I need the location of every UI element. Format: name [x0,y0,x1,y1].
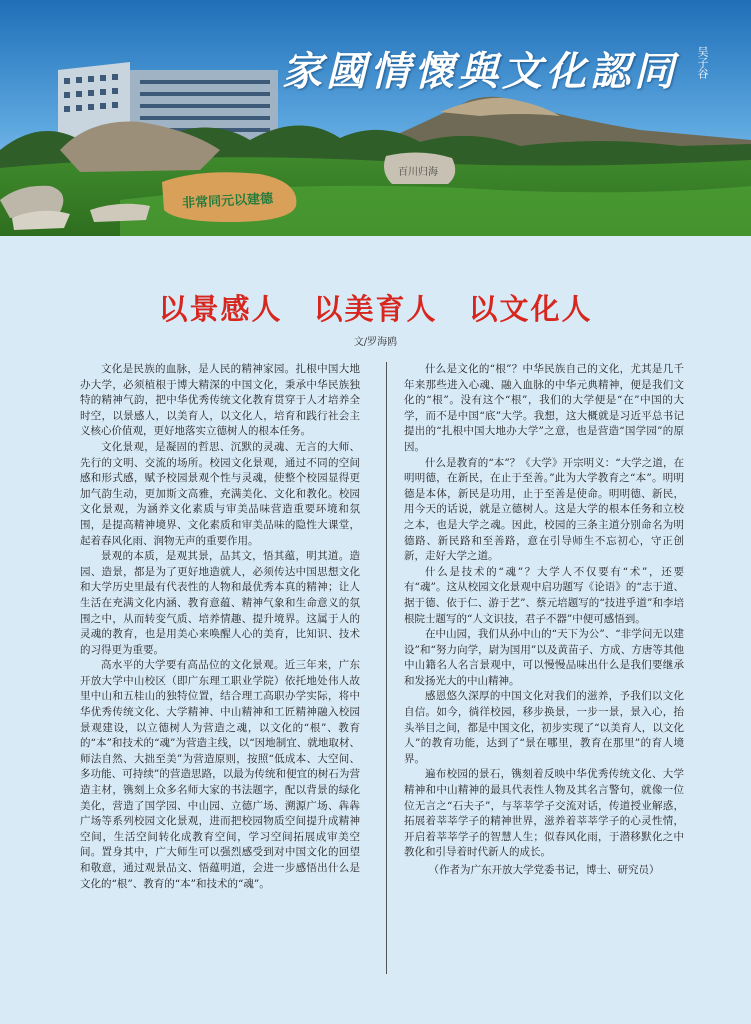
banner-calligraphy: 家國情懷與文化認同 [282,48,678,95]
article-column-right [404,362,684,879]
campus-landscape-image [0,0,751,236]
paragraph: 在中山园，我们从孙中山的“天下为公”、“非学问无以建设”和“努力向学，尉为国用”以及黄苗子、方成、方唐等其他中山籍名人名言景观中，可以慢慢品味出什么是我们要继承和发扬光大的中山精神。 [404,628,684,687]
rock-inscription-small: 百川归海 [398,167,438,178]
paragraph: 文化是民族的血脉，是人民的精神家园。扎根中国大地办大学，必须植根于博大精深的中国文化，秉承中华民族独特的精神气韵，把中华优秀传统文化教育贯穿于人才培养全时空，以景感人，以美育人，以文化人，培育和践行社会主义核心价值观，更好地落实立德树人的根本任务。 [80,363,360,438]
paragraph: 什么是教育的“本”？《大学》开宗明义：“大学之道，在明明德，在新民，在止于至善。”此为大学教育之“本”。明明德是本体，新民是功用，止于至善是使命。明明德、新民，用今天的话说，就是立德树人。这是大学的根本任务和立校之本，也是大学之魂。因此，校园的三条主道分别命名为明德路、新民路和至善路，意在引导师生不忘初心，守正创新，走好大学之道。 [404,456,684,563]
paragraph: 文化景观，是凝固的哲思、沉默的灵魂、无言的大师、先行的文明、交流的场所。校园文化景观，通过不同的空间感和形式感，赋予校园景观个性与灵魂，使整个校园显得更加气韵生动，更加斯文高雅，充满美化、文化和教化。校园文化景观，为涵养文化素质与审美品味营造重要环境和氛围，是提高精神境界、文化素质和审美品味的隐性大课堂，起着春风化雨、润物无声的重要作用。 [80,440,360,547]
article-headline: 以景感人 以美育人 以文化人 [158,292,593,327]
paragraph: 什么是文化的“根”？中华民族自己的文化，尤其是几千年来那些进入心魂、融入血脉的中华元典精神，便是我们文化的“根”。没有这个“根”，我们的大学便是“在”中国的大学，而不是中国“底”大学。我想，这大概就是习近平总书记提出的“扎根中国大地办大学”之意，也是营造“国学园”的原因。 [404,363,684,453]
paragraph: 感恩悠久深厚的中国文化对我们的滋养，予我们以文化自信。如今，徜徉校园，移步换景，一步一景，景入心，抬头举目之间，都是中国文化，初步实现了“以美育人，以文化人”的教育功能，达到了“景在哪里，教育在那里”的育人境界。 [404,690,684,765]
paragraph: 景观的本质，是观其景，品其文，悟其蕴，明其道。造园、造景，都是为了更好地造就人，必须传达中国思想文化和大学历史里最有代表性的人物和最优秀本真的精神；让人生活在充满文化内涵、教育意蕴、精神气象和生命意义的氛围之中，从而转变气质、培养情趣、提升境界。这属于人的灵魂的教育，也是用美心来唤醒人心的美育，比知识、技术的习得更为重要。 [80,550,360,656]
paragraph: 高水平的大学要有高品位的文化景观。近三年来，广东开放大学中山校区（即广东理工职业学院）依托地处伟人故里中山和五桂山的独特位置，结合理工高职办学实际，将中华优秀传统文化、大学精神、中山精神和工匠精神融入校园景观建设，以立德树人为营造之魂，以文化的“根”、教育的“本”和技术的“魂”为营造主线，以“因地制宜、就地取材、师法自然、大拙至美”为营造原则，按照“低成本、大空间、多功能、可持续”的营造思路，以最为传统和便宜的树石为营造主材，镌刻上众多名师大家的书法题字，配以背景的绿化美化，营造了国学园、中山园、立德广场、溯源广场、犇犇广场等系列校园文化景观，进而把校园物质空间提升成精神空间，生活空间转化成教育空间，学习空间拓展成审美空间。置身其中，广大师生可以强烈感受到对中国文化的回望和敬意，通过观景品文、悟蕴明道，会进一步感悟出什么是文化的“根”、教育的“本”和技术的“魂”。 [80,659,360,890]
column-divider [386,362,387,974]
calligraphy-signature: 吴子谷 [696,46,709,79]
article-byline: 文/罗海鸥 [353,337,398,348]
paragraph: 遍布校园的景石，镌刻着反映中华优秀传统文化、大学精神和中山精神的最具代表性人物及其名言警句，就像一位位无言之“石夫子”，与莘莘学子交流对话，传道授业解惑，拓展着莘莘学子的精神世界，滋养着莘莘学子的心灵性情，开启着莘莘学子的智慧人生；似春风化雨，于潜移默化之中教化和引导着时代新人的成长。 [404,768,684,859]
paragraph: 什么是技术的“魂”？大学人不仅要有“术”，还要有“魂”。这从校园文化景观中启功题写《论语》的“志于道、据于德、依于仁、游于艺”、蔡元培题写的“技进乎道”和李培根院士题写的“人文识技，君子不器”中便可感悟到。 [404,565,684,625]
header-banner [0,0,751,236]
article-column-left [80,362,360,892]
rock-inscription: 非常同元以建德 [181,191,274,212]
author-note: （作者为广东开放大学党委书记，博士、研究员） [428,864,660,876]
